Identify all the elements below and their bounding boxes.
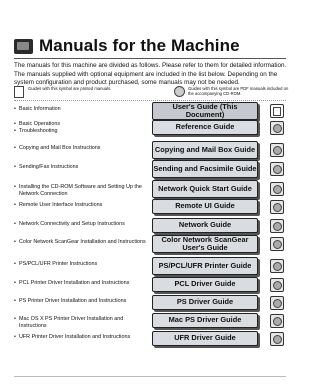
description-item: • PS Printer Driver Installation and Instructions: [14, 298, 148, 305]
guide-title-box: Copying and Mail Box Guide: [152, 141, 258, 159]
row-description: [14, 202, 148, 209]
row-description: [14, 239, 148, 246]
row-description: [14, 106, 148, 113]
guide-title-box: PS/PCL/UFR Printer Guide: [152, 257, 258, 275]
guide-title-box: Network Guide: [152, 218, 258, 233]
row-description: [14, 145, 148, 152]
description-item: • Color Network ScanGear Installation and Instructions: [14, 239, 148, 246]
guide-title-box: Reference Guide: [152, 120, 258, 135]
cd-rom-icon: [270, 143, 284, 157]
description-item: • Remote User Interface Instructions: [14, 202, 148, 209]
printed-manual-icon: [270, 104, 284, 118]
row-description: [14, 121, 148, 134]
cd-rom-icon: [270, 182, 284, 196]
description-item: • Installing the CD-ROM Software and Setting Up the Network Connection: [14, 184, 148, 197]
cd-rom-icon: [270, 296, 284, 310]
manual-book-icon: [14, 39, 33, 54]
description-item: • Network Connectivity and Setup Instructions: [14, 221, 148, 228]
legend-cd-text: Guides with this symbol are PDF manuals included on the accompanying CD-ROM.: [188, 86, 289, 96]
printed-manual-icon: [14, 86, 24, 98]
title-row: [14, 36, 240, 56]
guide-title-box: Mac PS Driver Guide: [152, 313, 258, 328]
cd-rom-icon: [270, 259, 284, 273]
description-item: • PCL Printer Driver Installation and Instructions: [14, 280, 148, 287]
cd-rom-icon: [270, 200, 284, 214]
guide-title-box: Sending and Facsimile Guide: [152, 160, 258, 178]
guide-title-box: Remote UI Guide: [152, 199, 258, 214]
cd-rom-icon: [270, 332, 284, 346]
guide-title-box: Network Quick Start Guide: [152, 180, 258, 198]
description-item: • Mac OS X PS Printer Driver Installation and Instructions: [14, 316, 148, 329]
row-description: [14, 334, 148, 341]
legend-printed-text: Guides with this symbol are printed manuals.: [28, 86, 112, 91]
row-description: [14, 261, 148, 268]
description-item: • Copying and Mail Box Instructions: [14, 145, 148, 152]
description-item: • Sending/Fax Instructions: [14, 164, 148, 171]
row-description: [14, 164, 148, 171]
row-description: [14, 221, 148, 228]
description-item: • Troubleshooting: [14, 128, 148, 135]
guide-title-box: PCL Driver Guide: [152, 277, 258, 292]
footer-rule: [14, 376, 286, 377]
cd-rom-icon: [270, 162, 284, 176]
guide-title-box: User's Guide (This Document): [152, 102, 258, 120]
cd-rom-icon: [270, 121, 284, 135]
legend-divider: [14, 100, 286, 101]
cd-rom-icon: [174, 86, 185, 97]
page-title: Manuals for the Machine: [39, 36, 240, 55]
legend-printed: [14, 86, 111, 98]
cd-rom-icon: [270, 278, 284, 292]
cd-rom-icon: [270, 219, 284, 233]
legend-cd: [174, 86, 290, 98]
guide-title-box: UFR Driver Guide: [152, 331, 258, 346]
cd-rom-icon: [270, 314, 284, 328]
description-item: • UFR Printer Driver Installation and Instructions: [14, 334, 148, 341]
row-description: [14, 316, 148, 329]
row-description: [14, 184, 148, 197]
description-item: • Basic Operations: [14, 121, 148, 128]
description-item: • Basic Information: [14, 106, 148, 113]
guide-title-box: Color Network ScanGear User's Guide: [152, 235, 258, 253]
guide-title-box: PS Driver Guide: [152, 295, 258, 310]
intro-text: The manuals for this machine are divided as follows. Please refer to them for detailed information. The manuals supplied with optional equipment are included in the list below. Depending on the system configuration and product purchased, some manuals may not be needed.: [14, 62, 287, 87]
cd-rom-icon: [270, 237, 284, 251]
title-rule: [14, 58, 286, 59]
row-description: [14, 280, 148, 287]
description-item: • PS/PCL/UFR Printer Instructions: [14, 261, 148, 268]
row-description: [14, 298, 148, 305]
